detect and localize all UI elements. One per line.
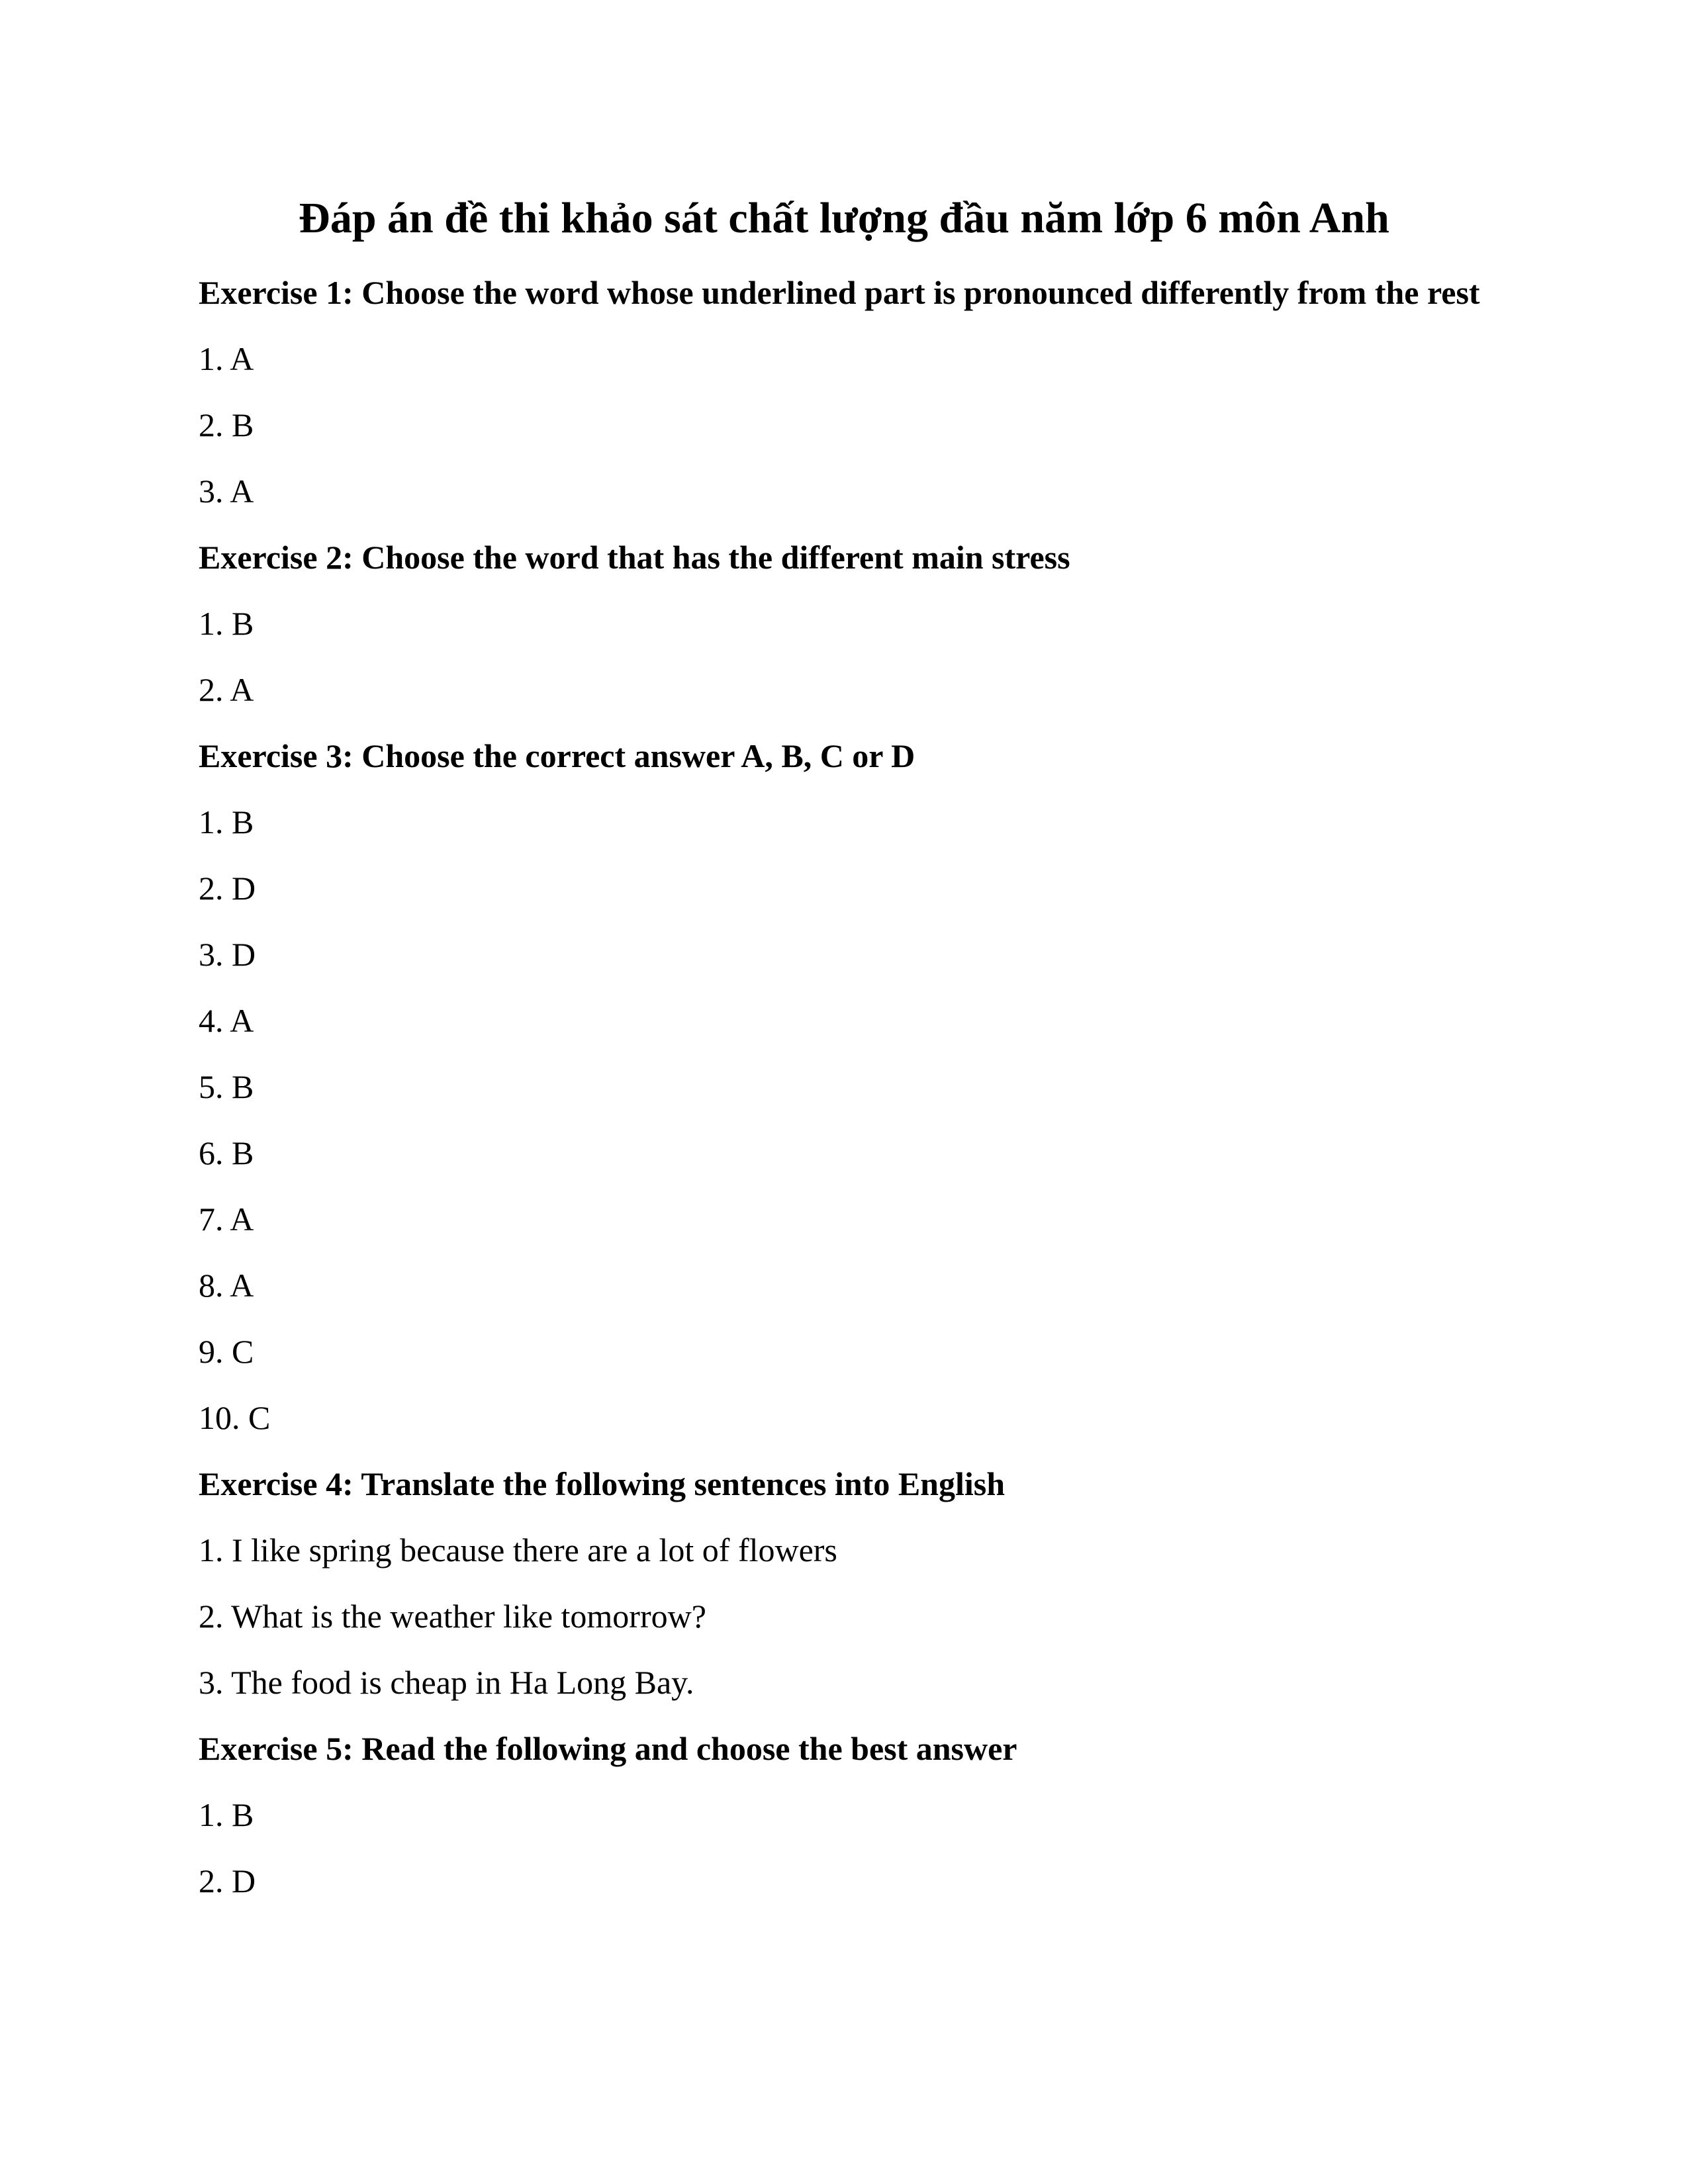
answer-item: 2. A	[199, 671, 254, 709]
exercise-1-heading: Exercise 1: Choose the word whose underlined part is pronounced differently from the rest	[199, 274, 1480, 312]
answer-item: 4. A	[199, 1002, 254, 1040]
answer-item: 2. D	[199, 870, 256, 907]
exercise-2-heading: Exercise 2: Choose the word that has the different main stress	[199, 539, 1070, 576]
exercise-3-heading: Exercise 3: Choose the correct answer A, B, C or D	[199, 737, 915, 775]
answer-item: 1. B	[199, 1796, 254, 1834]
document-page	[199, 192, 1489, 1925]
exercise-5-section	[199, 1727, 1489, 1903]
exercise-4-heading: Exercise 4: Translate the following sentences into English	[199, 1465, 1006, 1503]
answer-item: 3. The food is cheap in Ha Long Bay.	[199, 1664, 694, 1702]
answer-item: 1. B	[199, 803, 254, 841]
answer-item: 7. A	[199, 1201, 254, 1238]
exercise-4-section	[199, 1462, 1489, 1704]
answer-item: 2. D	[199, 1862, 256, 1900]
answer-item: 1. A	[199, 340, 254, 378]
answer-item: 2. What is the weather like tomorrow?	[199, 1598, 706, 1635]
answer-item: 3. D	[199, 936, 256, 974]
exercise-3-section	[199, 734, 1489, 1439]
answer-item: 10. C	[199, 1399, 271, 1437]
answer-item: 2. B	[199, 406, 254, 444]
exercise-5-heading: Exercise 5: Read the following and choose the best answer	[199, 1730, 1017, 1768]
answer-item: 1. B	[199, 605, 254, 643]
answer-item: 9. C	[199, 1333, 254, 1371]
answer-item: 6. B	[199, 1134, 254, 1172]
answer-item: 5. B	[199, 1068, 254, 1106]
answer-item: 8. A	[199, 1267, 254, 1304]
exercise-2-section	[199, 535, 1489, 711]
answer-item: 3. A	[199, 473, 254, 510]
exercise-1-section	[199, 271, 1489, 513]
page-title: Đáp án đề thi khảo sát chất lượng đầu năm lớp 6 môn Anh	[299, 194, 1389, 242]
answer-item: 1. I like spring because there are a lot of flowers	[199, 1531, 837, 1569]
